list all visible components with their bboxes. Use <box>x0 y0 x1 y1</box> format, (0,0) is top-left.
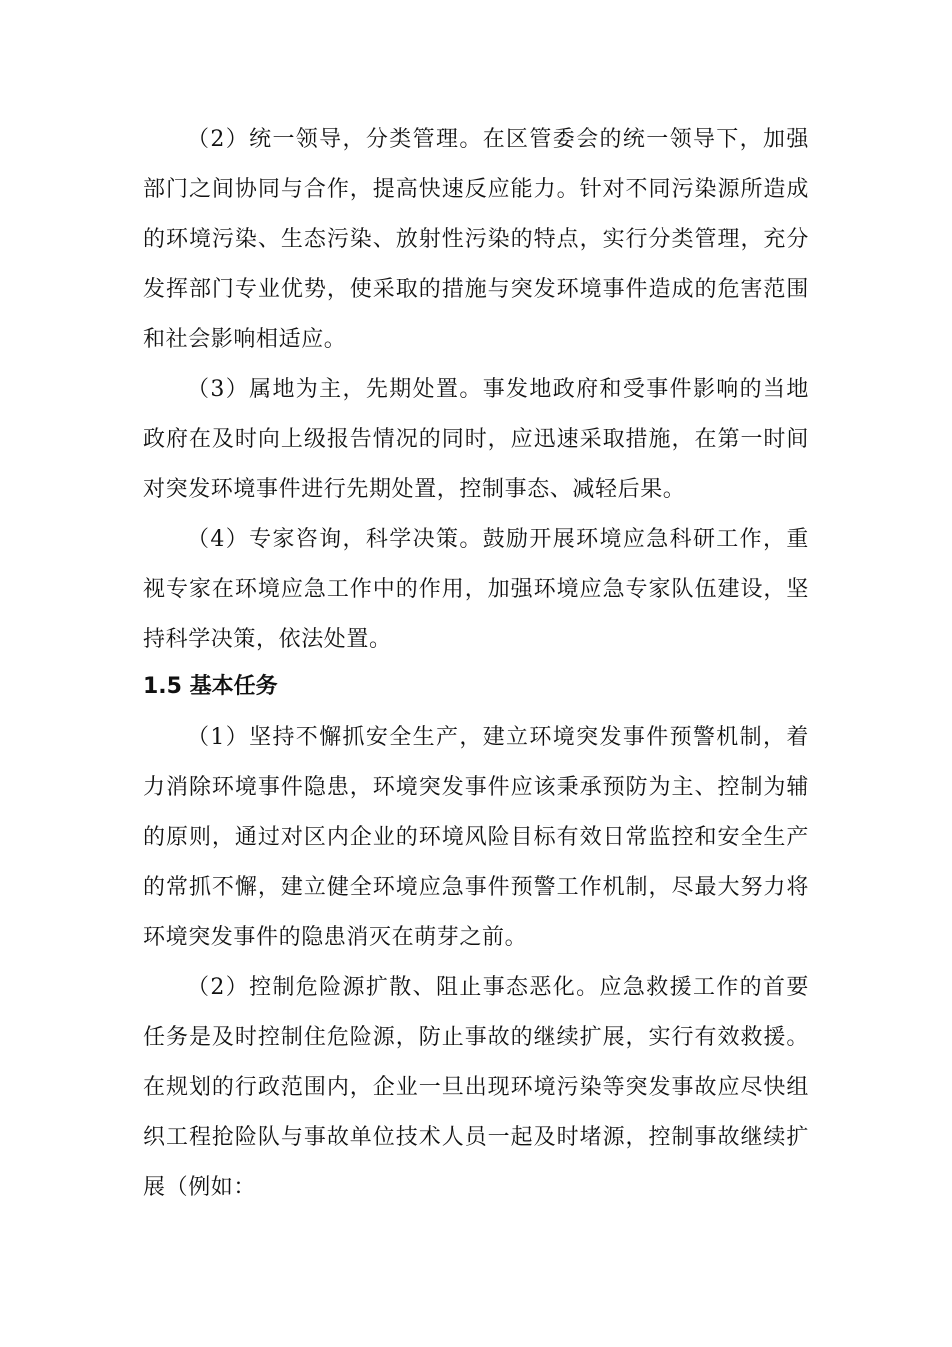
document-page <box>143 115 809 1213</box>
paragraph-principle-3: （3）属地为主，先期处置。事发地政府和受事件影响的当地政府在及时向上级报告情况的同时，应迅速采取措施，在第一时间对突发环境事件进行先期处置，控制事态、减轻后果。 <box>143 377 809 502</box>
paragraph-principle-4: （4）专家咨询，科学决策。鼓励开展环境应急科研工作，重视专家在环境应急工作中的作用，加强环境应急专家队伍建设，坚持科学决策，依法处置。 <box>143 527 809 652</box>
paragraph-task-2: （2）控制危险源扩散、阻止事态恶化。应急救援工作的首要任务是及时控制住危险源，防止事故的继续扩展，实行有效救援。在规划的行政范围内，企业一旦出现环境污染等突发事故应尽快组织工程抢险队与事故单位技术人员一起及时堵源，控制事故继续扩展（例如： <box>143 975 809 1200</box>
section-heading: 1.5 基本任务 <box>143 674 278 699</box>
paragraph-principle-2: （2）统一领导，分类管理。在区管委会的统一领导下，加强部门之间协同与合作，提高快速反应能力。针对不同污染源所造成的环境污染、生态污染、放射性污染的特点，实行分类管理，充分发挥部门专业优势，使采取的措施与突发环境事件造成的危害范围和社会影响相适应。 <box>143 127 809 352</box>
paragraph-task-1: （1）坚持不懈抓安全生产，建立环境突发事件预警机制，着力消除环境事件隐患，环境突发事件应该秉承预防为主、控制为辅的原则，通过对区内企业的环境风险目标有效日常监控和安全生产的常抓不懈，建立健全环境应急事件预警工作机制，尽最大努力将环境突发事件的隐患消灭在萌芽之前。 <box>143 725 809 950</box>
